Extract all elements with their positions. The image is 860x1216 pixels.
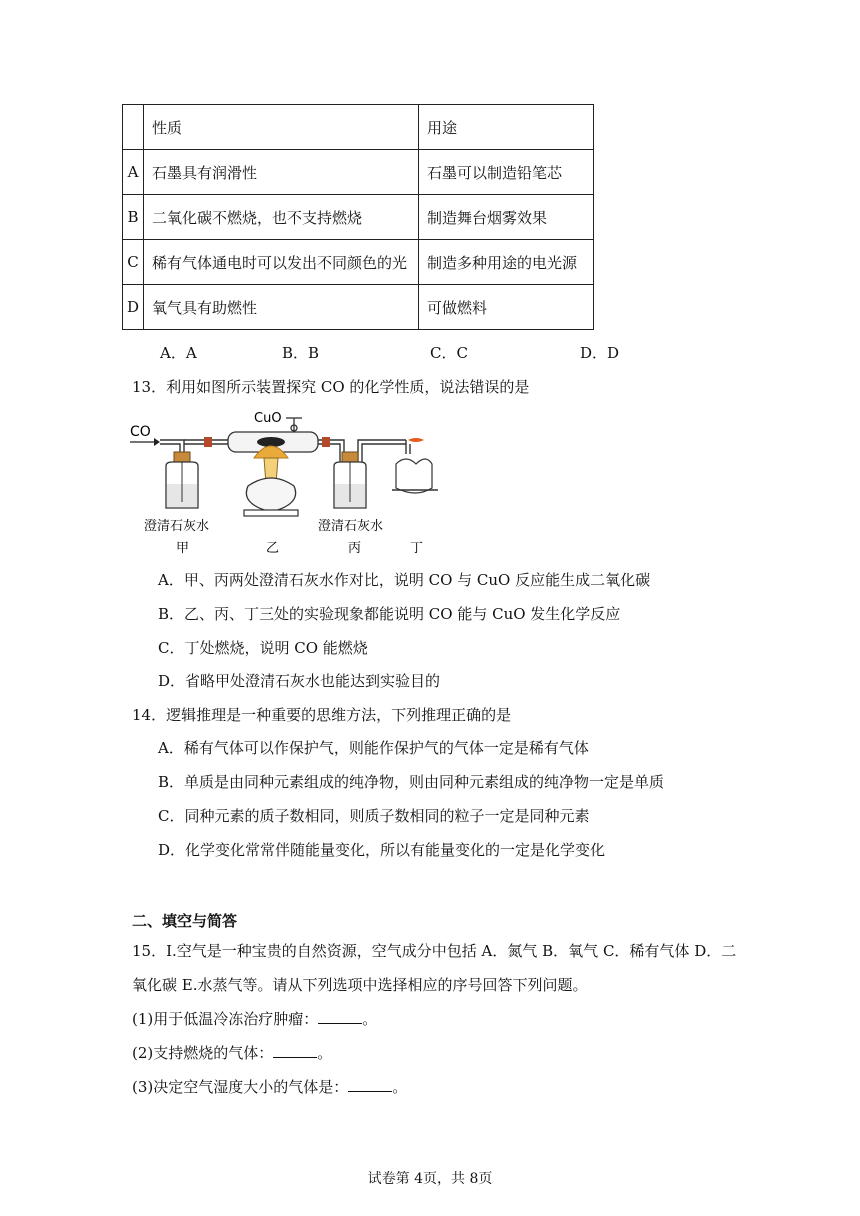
q12-option-d[interactable]: D．D: [580, 344, 620, 362]
q15-sub3-end: 。: [392, 1078, 408, 1096]
q15-sub3-text: (3)决定空气湿度大小的气体是：: [132, 1078, 349, 1096]
table-row: [123, 195, 594, 240]
q13-option-c[interactable]: C．丁处燃烧，说明 CO 能燃烧: [158, 639, 368, 657]
row-property: 氧气具有助燃性: [144, 285, 419, 330]
row-label: C: [123, 240, 144, 285]
burner-icon: [392, 438, 438, 493]
q15-sub1-end: 。: [362, 1010, 378, 1028]
q13-option-b[interactable]: B．乙、丙、丁三处的实验现象都能说明 CO 能与 CuO 发生化学反应: [158, 605, 621, 623]
table-row: [123, 240, 594, 285]
q15-line2: 氧化碳 E.水蒸气等。请从下列选项中选择相应的序号回答下列问题。: [132, 976, 588, 994]
clamp-icon: [286, 418, 302, 432]
row-label: D: [123, 285, 144, 330]
q14-option-a[interactable]: A．稀有气体可以作保护气，则能作保护气的气体一定是稀有气体: [158, 739, 589, 757]
q15-sub2-end: 。: [317, 1044, 333, 1062]
q15-line1: 15．I.空气是一种宝贵的自然资源，空气成分中包括 A．氮气 B．氧气 C．稀有气体 D．二: [132, 942, 737, 960]
q15-sub1: [132, 1008, 377, 1029]
table-header-use: 用途: [419, 105, 594, 150]
row-label: A: [123, 150, 144, 195]
row-use: 制造舞台烟雾效果: [419, 195, 594, 240]
bottle-jia: [166, 452, 198, 508]
table-header-property: 性质: [144, 105, 419, 150]
row-property: 石墨具有润滑性: [144, 150, 419, 195]
q15-sub1-text: (1)用于低温冷冻治疗肿瘤：: [132, 1010, 319, 1028]
page-footer: 试卷第 4页，共 8页: [367, 1171, 493, 1187]
q15-sub2: [132, 1042, 332, 1063]
row-property: 稀有气体通电时可以发出不同颜色的光: [144, 240, 419, 285]
properties-table: [122, 104, 594, 330]
answer-blank-3[interactable]: [348, 1077, 392, 1092]
q13-option-d[interactable]: D．省略甲处澄清石灰水也能达到实验目的: [158, 672, 441, 690]
row-use: 制造多种用途的电光源: [419, 240, 594, 285]
answer-blank-2[interactable]: [273, 1043, 317, 1058]
connector: [322, 437, 330, 447]
row-use: 石墨可以制造铅笔芯: [419, 150, 594, 195]
row-use: 可做燃料: [419, 285, 594, 330]
q14-option-d[interactable]: D．化学变化常常伴随能量变化，所以有能量变化的一定是化学变化: [158, 841, 606, 859]
q13-stem: 13．利用如图所示装置探究 CO 的化学性质，说法错误的是: [132, 378, 530, 396]
q15-sub2-text: (2)支持燃烧的气体：: [132, 1044, 274, 1062]
table-cell: [123, 105, 144, 150]
connector: [204, 437, 212, 447]
table-row: [123, 150, 594, 195]
q14-option-b[interactable]: B．单质是由同种元素组成的纯净物，则由同种元素组成的纯净物一定是单质: [158, 773, 665, 791]
q15-sub3: [132, 1076, 407, 1097]
table-row: [123, 285, 594, 330]
cuo-label: CuO: [254, 411, 282, 426]
q14-option-c[interactable]: C．同种元素的质子数相同，则质子数相同的粒子一定是同种元素: [158, 807, 590, 825]
label-yi: 乙: [266, 541, 280, 556]
co-label: CO: [130, 424, 151, 440]
q14-stem: 14．逻辑推理是一种重要的思维方法，下列推理正确的是: [132, 706, 512, 724]
limewater-label-right: 澄清石灰水: [318, 519, 384, 534]
row-property: 二氧化碳不燃烧，也不支持燃烧: [144, 195, 419, 240]
q12-option-a[interactable]: A．A: [160, 344, 197, 362]
q13-option-a[interactable]: A．甲、丙两处澄清石灰水作对比，说明 CO 与 CuO 反应能生成二氧化碳: [158, 571, 651, 589]
answer-blank-1[interactable]: [318, 1009, 362, 1024]
row-label: B: [123, 195, 144, 240]
bottle-bing: [334, 452, 366, 508]
limewater-label-left: 澄清石灰水: [144, 519, 210, 534]
q12-option-b[interactable]: B．B: [282, 344, 320, 362]
q12-option-c[interactable]: C．C: [430, 344, 468, 362]
label-bing: 丙: [348, 541, 362, 556]
apparatus-figure: [126, 404, 446, 564]
label-ding: 丁: [410, 541, 424, 556]
alcohol-lamp-icon: [244, 446, 298, 516]
section-title: 二、填空与简答: [132, 912, 238, 930]
label-jia: 甲: [176, 541, 190, 556]
table-header-row: [123, 105, 594, 150]
